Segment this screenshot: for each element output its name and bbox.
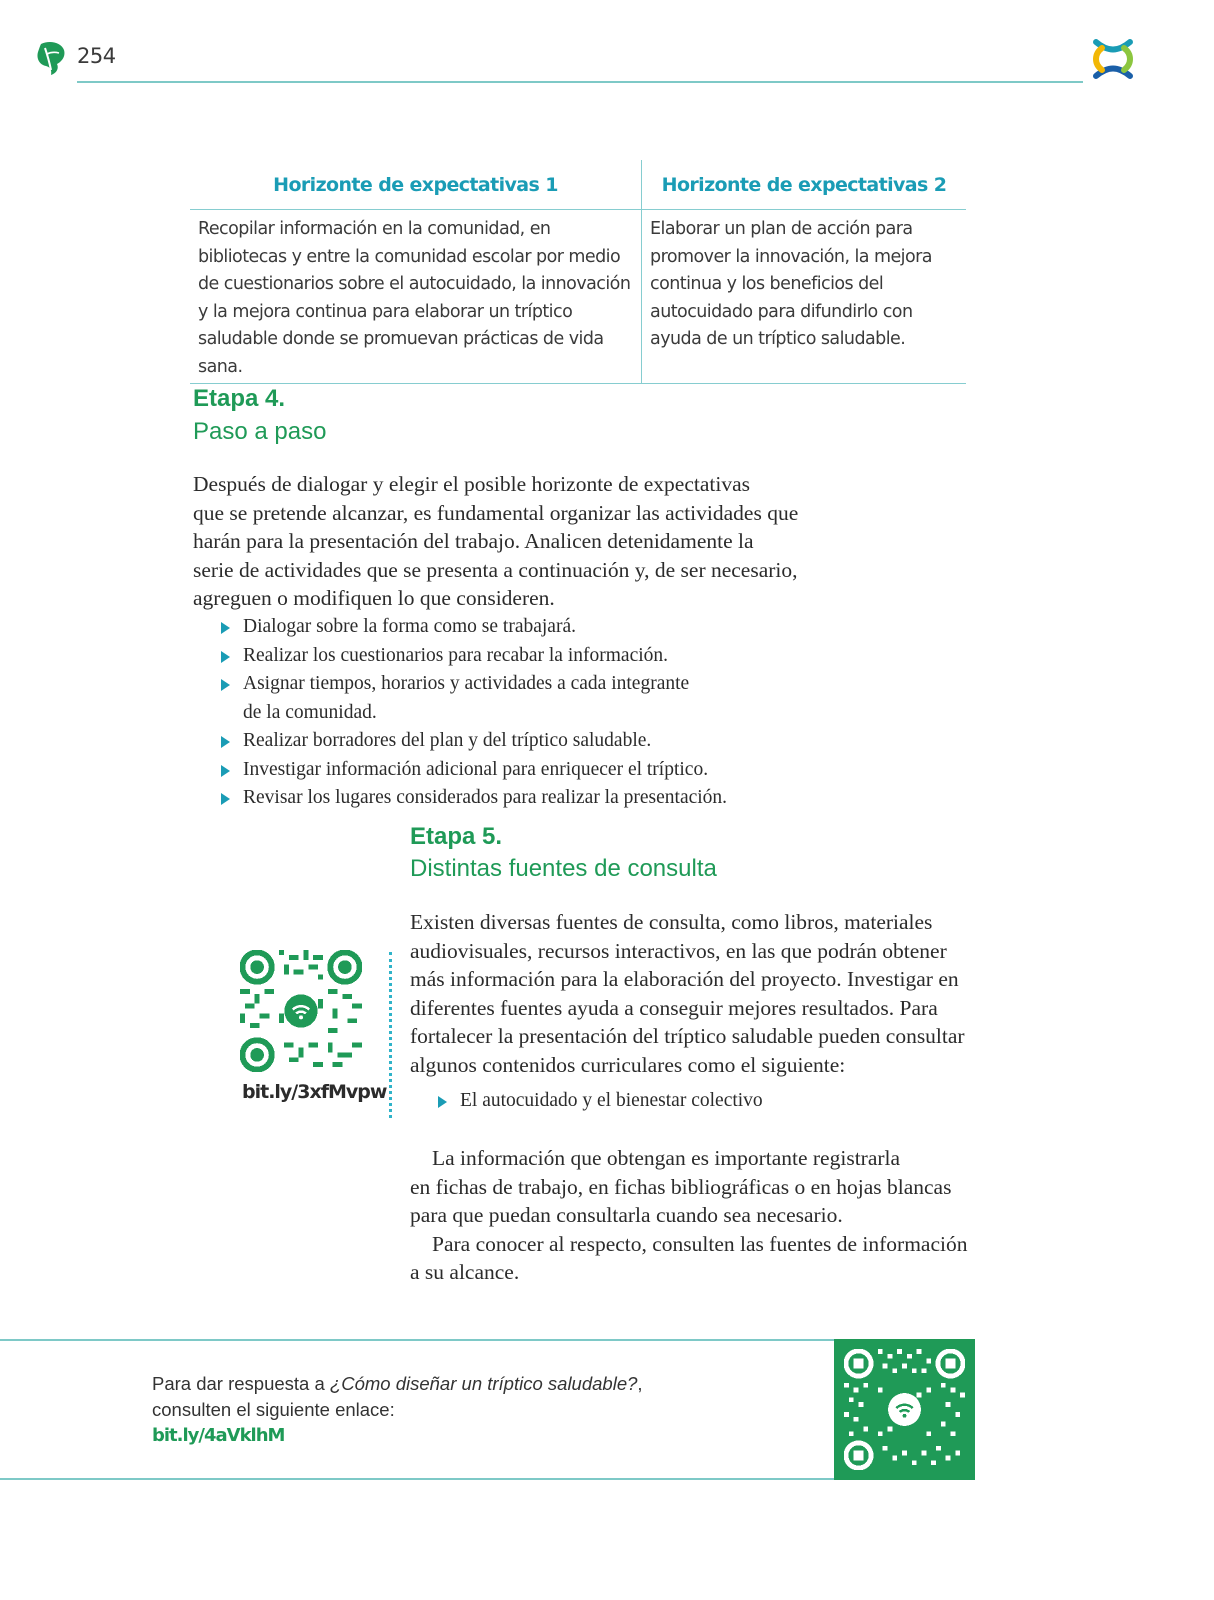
etapa4-paragraph [193,470,873,613]
list-item-text: El autocuidado y el bienestar colectivo [460,1090,763,1111]
qr-link-text[interactable]: bit.ly/3xfMvpw [242,1081,387,1103]
paragraph-line: audiovisuales, recursos interactivos, en las que podrán obtener [410,938,947,963]
cell-line: Elaborar un plan de acción para [650,219,913,239]
list-item [219,784,819,813]
paragraph-line: harán para la presentación del trabajo. Analicen detenidamente la [193,529,754,553]
paragraph-line: a su alcance. [410,1260,520,1284]
cell-line: ayuda de un tríptico saludable. [650,329,906,349]
footer-link[interactable]: bit.ly/4aVklhM [152,1425,285,1446]
cell-line: continua y los beneficios del [650,274,884,294]
cell-line: bibliotecas y entre la comunidad escolar por medio [198,246,621,267]
page-number: 254 [77,44,116,68]
cell-line: y la mejora continua para elaborar un tríptico [198,301,573,322]
header-rule [77,81,1083,83]
paragraph-line: serie de actividades que se presenta a continuación y, de ser necesario, [193,557,798,582]
qr-code-icon[interactable] [844,1349,965,1470]
paragraph-line: Existen diversas fuentes de consulta, como libros, materiales [410,910,933,934]
etapa5-bullet-list [436,1087,936,1116]
paragraph-line: fortalecer la presentación del tríptico saludable pueden consultar [410,1024,965,1048]
etapa4-bullet-list [219,613,819,813]
etapa5-title: Etapa 5. [410,823,503,850]
list-item-text: Asignar tiempos, horarios y actividades a cada integrante [243,673,690,694]
footer-text-italic: ¿Cómo diseñar un tríptico saludable? [329,1373,638,1394]
footer-text [152,1371,643,1423]
paragraph-line: diferentes fuentes ayuda a conseguir mejores resultados. Para [410,995,938,1020]
list-item-text: de la comunidad. [243,701,377,723]
table-header-1: Horizonte de expectativas 1 [190,160,642,210]
paragraph-line: La información que obtengan es importante registrarla [432,1146,901,1170]
footer-bottom-rule [0,1478,834,1480]
qr-code-icon[interactable] [240,950,362,1072]
leaf-icon [35,40,67,76]
footer-text-prefix: Para dar respuesta a [152,1373,330,1394]
dotted-divider [389,952,392,1118]
cell-line: de cuestionarios sobre el autocuidado, la innovación [198,274,631,294]
paragraph-line: que se pretende alcanzar, es fundamental organizar las actividades que [193,500,799,525]
etapa4-subtitle: Paso a paso [193,418,327,445]
table-cell-2 [642,210,966,384]
footer-qr-panel [834,1339,975,1480]
paragraph-line: algunos contenidos curriculares como el siguiente: [410,1052,846,1077]
table-cell-1 [190,210,642,384]
etapa4-title: Etapa 4. [193,385,286,412]
cell-line: promover la innovación, la mejora [650,246,932,267]
cell-line: autocuidado para difundirlo con [650,301,913,322]
list-item [219,642,819,671]
cell-line: saludable donde se promuevan prácticas de vida sana. [198,329,604,377]
list-item [219,670,819,727]
cell-line: Recopilar información en la comunidad, en [198,219,551,239]
list-item [436,1087,936,1116]
etapa5-paragraph [410,908,1020,1079]
list-item-text: Dialogar sobre la forma como se trabajará. [243,616,576,637]
footer-text-suffix: , [637,1373,643,1394]
list-item [219,727,819,756]
etapa5-closing [410,1144,1020,1287]
list-item [219,756,819,785]
list-item [219,613,819,642]
paragraph-line: para que puedan consultarla cuando sea necesario. [410,1203,843,1227]
paragraph-line: más información para la elaboración del proyecto. Investigar en [410,967,959,991]
paragraph-line: agreguen o modifiquen lo que consideren. [193,586,555,610]
etapa5-subtitle: Distintas fuentes de consulta [410,855,717,882]
list-item-text: Investigar información adicional para enriquecer el tríptico. [243,758,709,780]
paragraph-line: en fichas de trabajo, en fichas bibliográficas o en hojas blancas [410,1174,952,1199]
footer-text-line2: consulten el siguiente enlace: [152,1399,395,1420]
paragraph-line: Después de dialogar y elegir el posible horizonte de expectativas [193,472,751,496]
table-header-2: Horizonte de expectativas 2 [642,160,966,210]
list-item-text: Realizar los cuestionarios para recabar la información. [243,644,669,666]
list-item-text: Revisar los lugares considerados para realizar la presentación. [243,787,728,808]
expectations-table [190,160,966,384]
footer-top-rule [0,1339,834,1341]
paragraph-line: Para conocer al respecto, consulten las fuentes de información [432,1231,968,1256]
colorful-x-logo-icon [1088,34,1138,84]
list-item-text: Realizar borradores del plan y del tríptico saludable. [243,730,652,751]
